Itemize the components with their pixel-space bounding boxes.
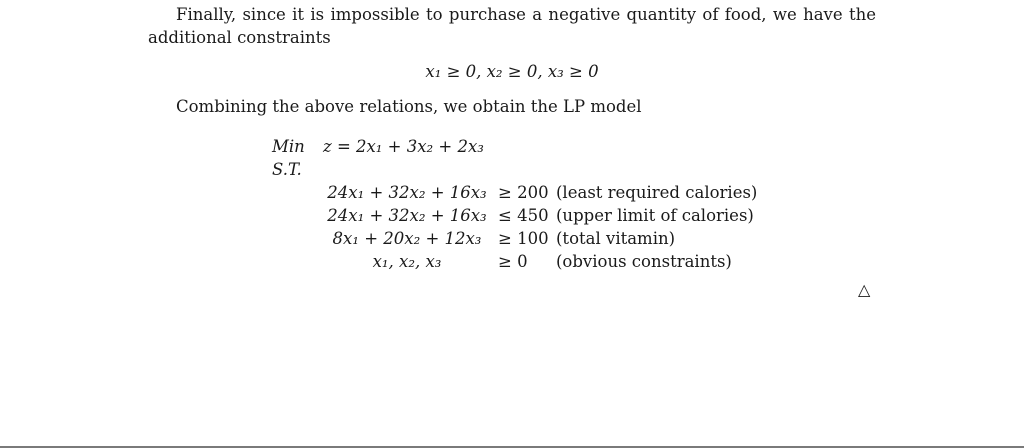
min-label: Min bbox=[272, 137, 305, 156]
constraint-lhs: x₁, x₂, x₃ bbox=[372, 252, 442, 271]
intro-paragraph bbox=[148, 3, 876, 49]
constraint-row bbox=[322, 227, 757, 250]
constraint-note: (obvious constraints) bbox=[556, 252, 732, 271]
intro-line-2: additional constraints bbox=[148, 28, 331, 47]
constraint-lhs: 24x₁ + 32x₂ + 16x₃ bbox=[327, 183, 487, 202]
nonnegativity-equation: x₁ ≥ 0, x₂ ≥ 0, x₃ ≥ 0 bbox=[425, 62, 599, 81]
constraint-note: (total vitamin) bbox=[556, 229, 676, 248]
constraint-row bbox=[322, 250, 757, 273]
constraint-relation: ≤ 450 bbox=[498, 206, 549, 225]
constraint-lhs: 8x₁ + 20x₂ + 12x₃ bbox=[332, 229, 482, 248]
constraint-lhs: 24x₁ + 32x₂ + 16x₃ bbox=[327, 206, 487, 225]
combine-sentence: Combining the above relations, we obtain the LP model bbox=[176, 97, 642, 116]
constraints-table bbox=[322, 181, 757, 273]
intro-line-1: Finally, since it is impossible to purchase a negative quantity of food, we have the bbox=[176, 5, 876, 24]
subject-to-label: S.T. bbox=[272, 160, 302, 179]
constraint-row bbox=[322, 181, 757, 204]
constraint-relation: ≥ 200 bbox=[498, 183, 549, 202]
constraint-note: (upper limit of calories) bbox=[556, 206, 754, 225]
constraint-relation: ≥ 100 bbox=[498, 229, 549, 248]
objective-function: z = 2x₁ + 3x₂ + 2x₃ bbox=[323, 137, 484, 156]
constraint-row bbox=[322, 204, 757, 227]
constraint-relation: ≥ 0 bbox=[498, 252, 528, 271]
constraint-note: (least required calories) bbox=[556, 183, 758, 202]
end-of-example-triangle-icon: △ bbox=[858, 280, 871, 299]
